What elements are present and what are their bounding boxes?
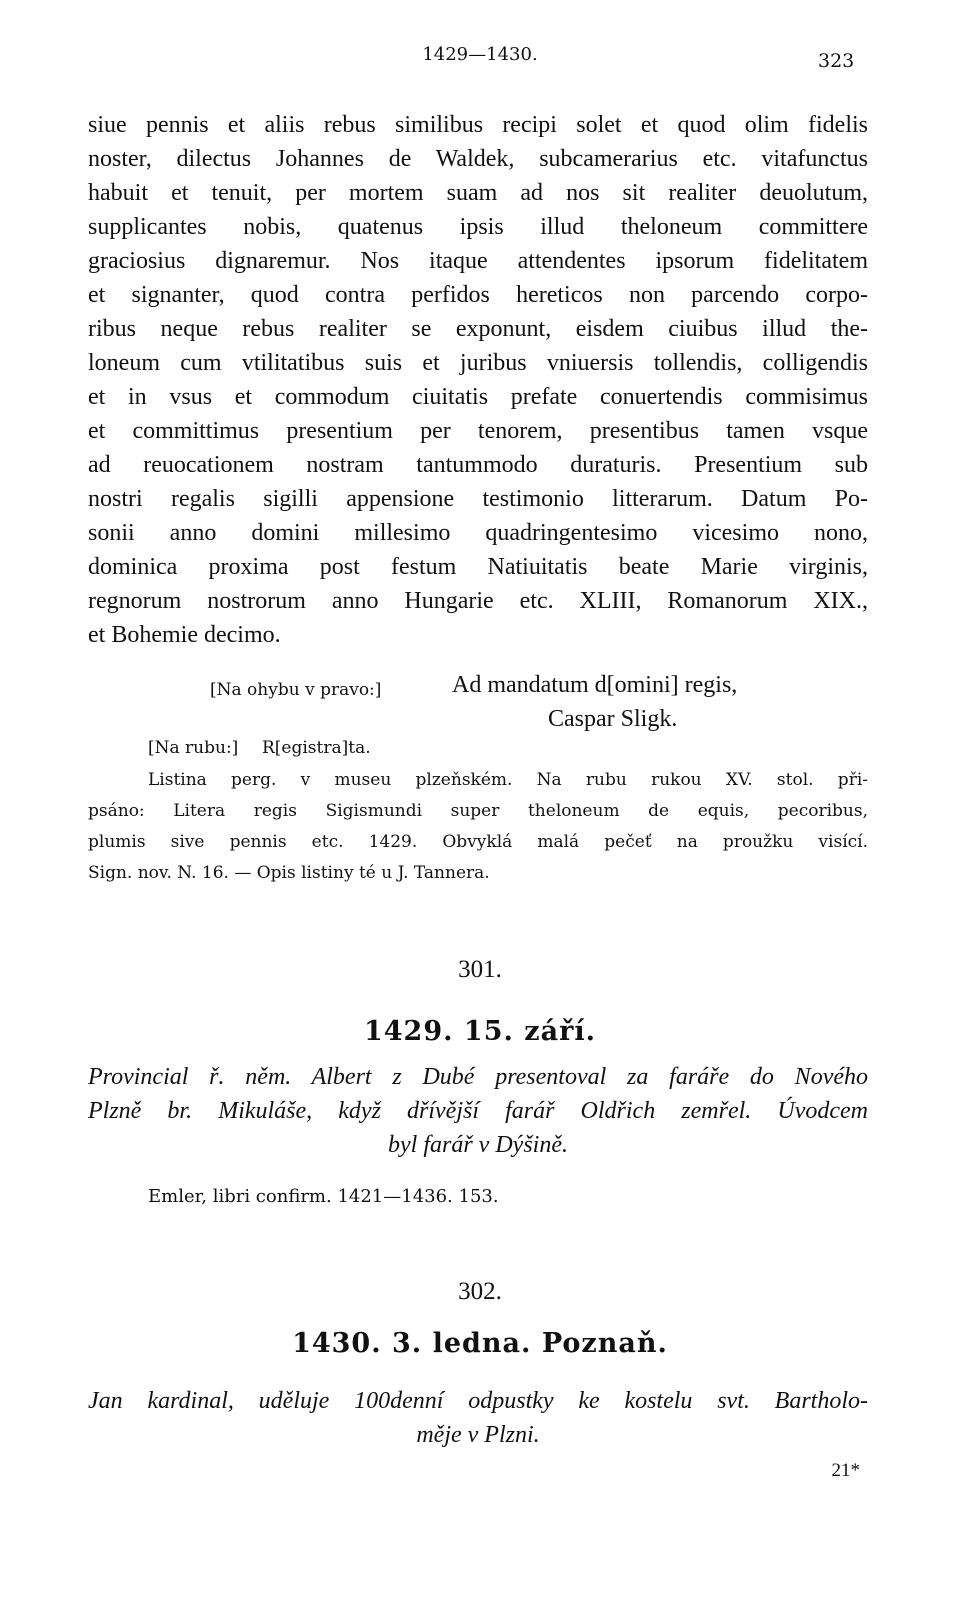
- edge-note-prefix: [Na rubu:]: [148, 738, 239, 758]
- signature-mark: 21*: [831, 1460, 860, 1481]
- entry-301-source: Emler, libri confirm. 1421—1436. 153.: [148, 1186, 499, 1207]
- text-line: supplicantes nobis, quatenus ipsis illud theloneum committere: [88, 214, 868, 240]
- text-line: loneum cum vtilitatibus suis et juribus vniuersis tollendis, colligendis: [88, 350, 868, 376]
- page-number: 323: [818, 50, 855, 72]
- text-line: et signanter, quod contra perfidos hereticos non parcendo corpo-: [88, 282, 868, 308]
- entry-301-number: 301.: [458, 956, 502, 983]
- text-line: et committimus presentium per tenorem, presentibus tamen vsque: [88, 418, 868, 444]
- archival-note-line: Sign. nov. N. 16. — Opis listiny té u J. Tannera.: [88, 863, 490, 883]
- text-line: dominica proxima post festum Natiuitatis beate Marie virginis,: [88, 554, 868, 580]
- running-header-years: 1429—1430.: [422, 44, 538, 65]
- text-line: habuit et tenuit, per mortem suam ad nos sit realiter deuolutum,: [88, 180, 868, 206]
- text-line: siue pennis et aliis rebus similibus recipi solet et quod olim fidelis: [88, 112, 868, 138]
- text-line: ribus neque rebus realiter se exponunt, eisdem ciuibus illud the-: [88, 316, 868, 342]
- archival-note-line: psáno: Litera regis Sigismundi super theloneum de equis, pecoribus,: [88, 801, 868, 821]
- entry-302-summary-line: Jan kardinal, uděluje 100denní odpustky ke kostelu svt. Bartholo-: [88, 1388, 868, 1414]
- text-line: sonii anno domini millesimo quadringentesimo vicesimo nono,: [88, 520, 868, 546]
- text-line: noster, dilectus Johannes de Waldek, subcamerarius etc. vitafunctus: [88, 146, 868, 172]
- text-line: et Bohemie decimo.: [88, 622, 281, 648]
- text-line: regnorum nostrorum anno Hungarie etc. XLIII, Romanorum XIX.,: [88, 588, 868, 614]
- entry-301-summary-line: Plzně br. Mikuláše, když dřívější farář Oldřich zemřel. Úvodcem: [88, 1098, 868, 1124]
- fold-note-prefix: [Na ohybu v pravo:]: [210, 680, 382, 700]
- text-line: ad reuocationem nostram tantummodo duraturis. Presentium sub: [88, 452, 868, 478]
- text-line: graciosius dignaremur. Nos itaque attendentes ipsorum fidelitatem: [88, 248, 868, 274]
- archival-note-line: Listina perg. v museu plzeňském. Na rubu rukou XV. stol. při-: [148, 770, 868, 790]
- entry-302-date: 1430. 3. ledna. Poznaň.: [292, 1328, 668, 1359]
- text-line: et in vsus et commodum ciuitatis prefate conuertendis commisimus: [88, 384, 868, 410]
- entry-301-summary-line: Provincial ř. něm. Albert z Dubé presentoval za faráře do Nového: [88, 1064, 868, 1090]
- entry-301-summary-line: byl farář v Dýšině.: [388, 1132, 568, 1158]
- fold-note-mandate: Ad mandatum d[omini] regis,: [452, 672, 738, 698]
- text-line: nostri regalis sigilli appensione testimonio litterarum. Datum Po-: [88, 486, 868, 512]
- edge-note-text: R[egistra]ta.: [262, 738, 371, 758]
- archival-note-line: plumis sive pennis etc. 1429. Obvyklá malá pečeť na proužku visící.: [88, 832, 868, 852]
- fold-note-signer: Caspar Sligk.: [548, 706, 678, 732]
- entry-301-date: 1429. 15. září.: [363, 1016, 597, 1047]
- entry-302-number: 302.: [458, 1278, 502, 1305]
- entry-302-summary-line: měje v Plzni.: [416, 1422, 540, 1448]
